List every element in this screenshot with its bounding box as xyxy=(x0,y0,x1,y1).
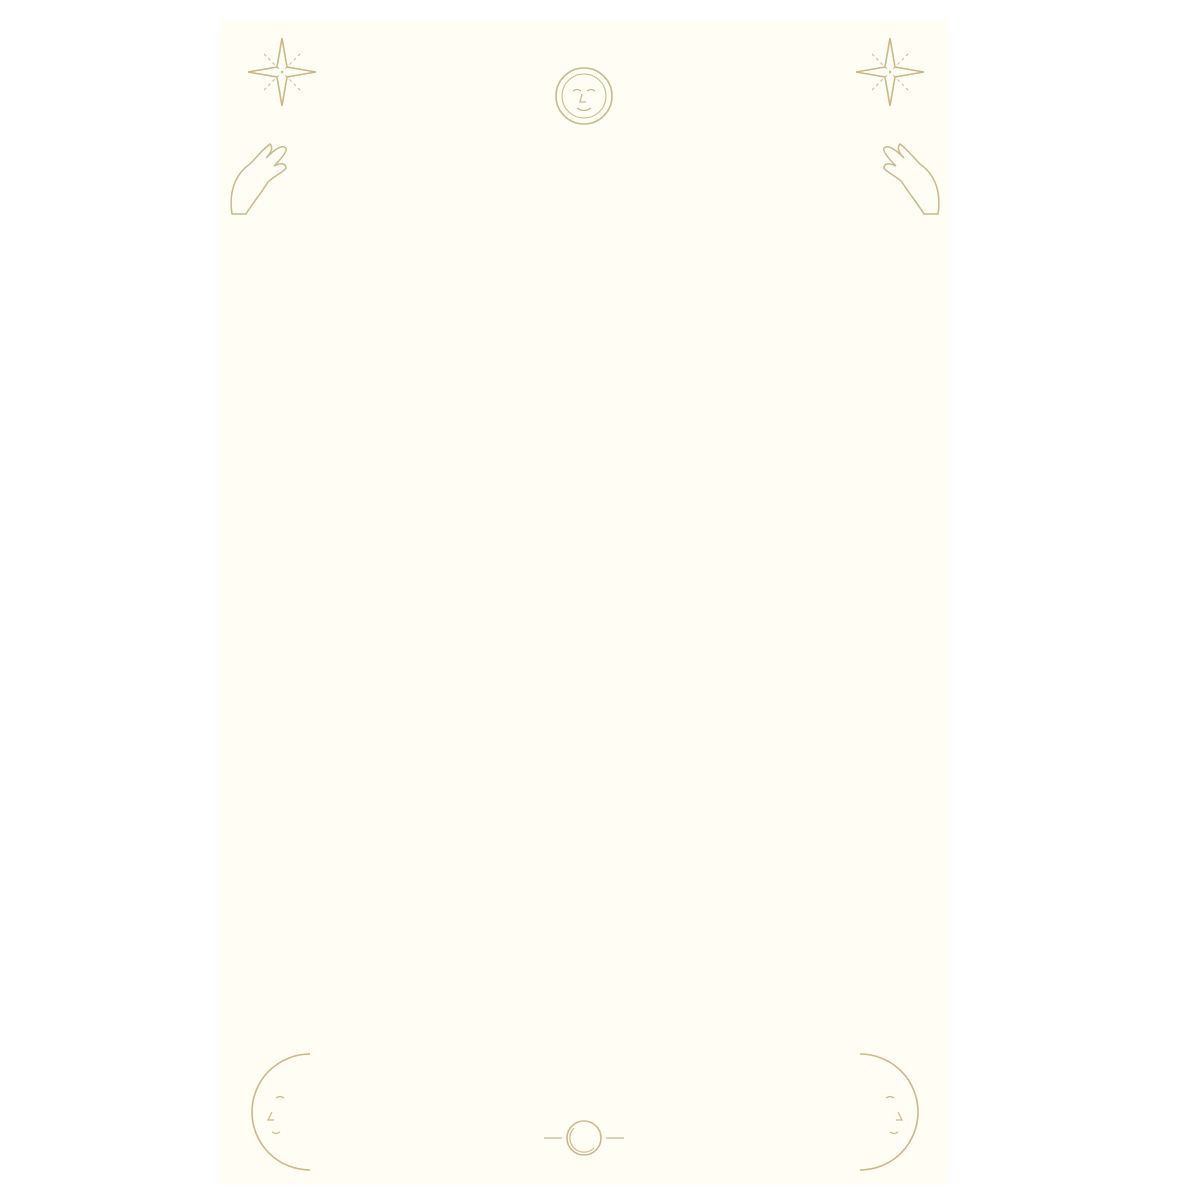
book-page xyxy=(220,20,948,1185)
body-text xyxy=(318,354,858,378)
